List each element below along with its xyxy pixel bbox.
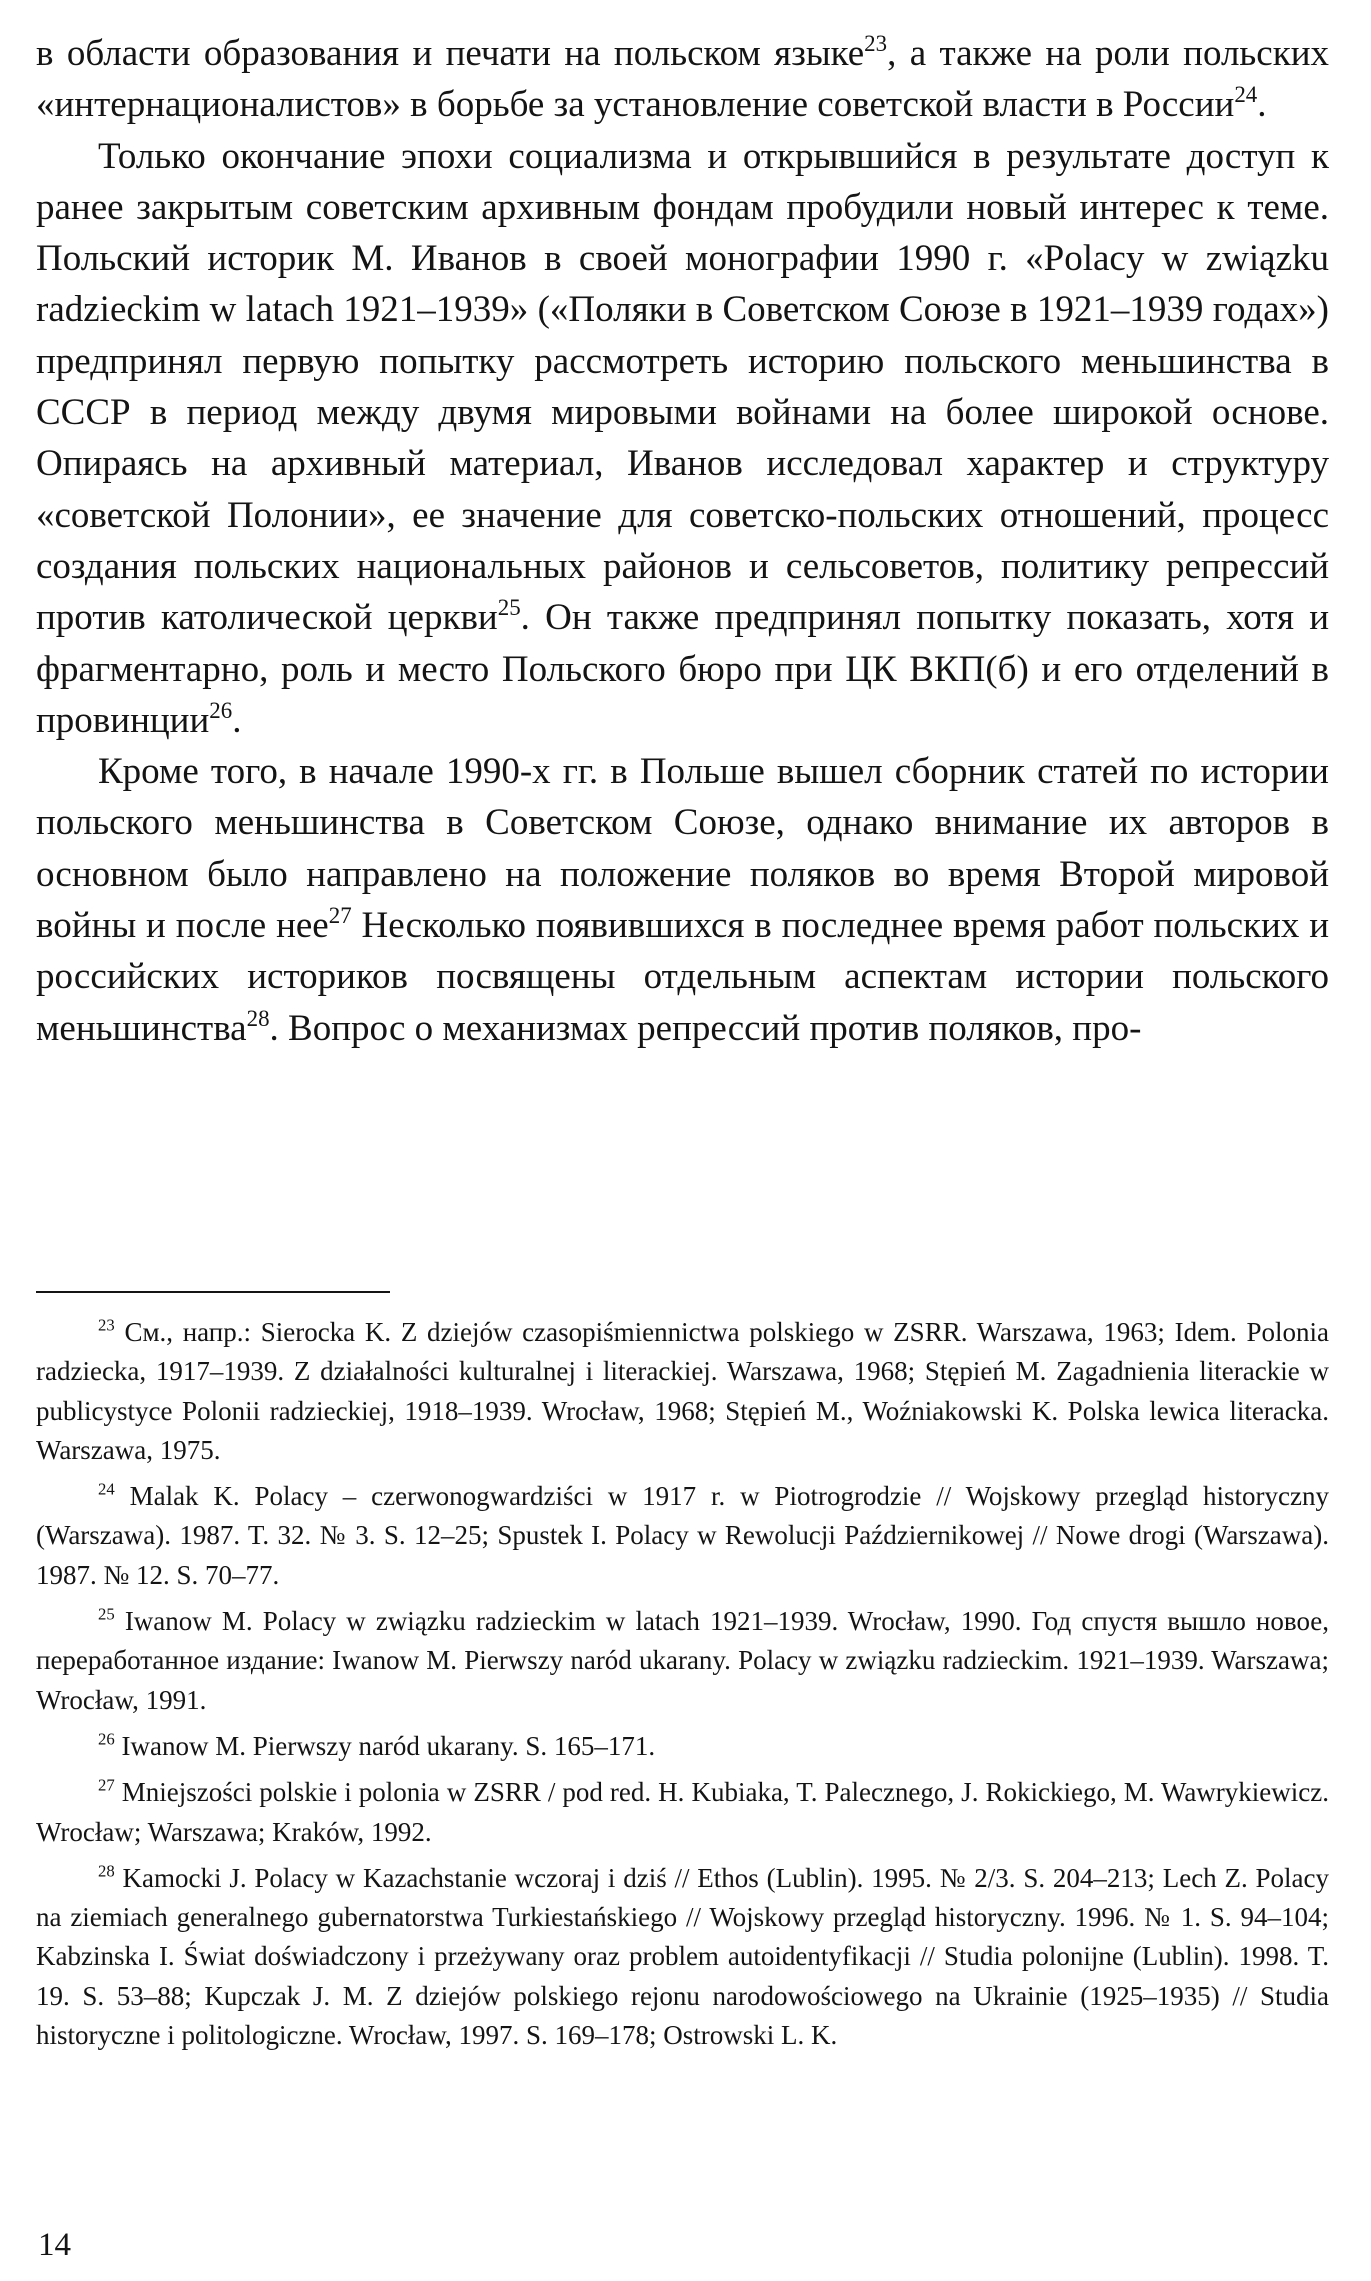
text-run: Кроме того, в начале 1990-х гг. в Польше вышел сборник статей по истории польского меньшинства в Советском Союзе, однако внимание их авторов в основном было направлено на положение поляков во время Второй мировой войны и после нее [36, 751, 1329, 947]
text-run: Только окончание эпохи социализма и открывшийся в результате доступ к ранее закрытым советским архивным фондам пробудили новый интерес к теме. Польский историк М. Иванов в своей монографии 1990 г. «Polacy w związku radzieckim w latach 1921–1939» («Поляки в Советском Союзе в 1921–1939 годах») предпринял первую попытку рассмотреть историю польского меньшинства в СССР в период между двумя мировыми войнами на более широкой основе. Опираясь на архивный материал, Иванов исследовал характер и структуру «советской Полонии», ее значение для советско-польских отношений, процесс создания польских национальных районов и сельсоветов, политику репрессий против католической церкви [36, 135, 1329, 639]
text-run: , а также на роли польских «интернационалистов» в борьбе за установление советской власти в России [36, 33, 1329, 126]
main-text [36, 28, 1329, 1054]
footnote-number: 23 [98, 1315, 115, 1335]
footnotes [36, 1313, 1329, 2062]
footnote-number: 24 [98, 1479, 115, 1499]
text-run: . [232, 699, 242, 741]
footnote-ref: 23 [864, 30, 888, 56]
footnote [36, 1727, 1329, 1766]
footnote [36, 1602, 1329, 1720]
footnote-number: 27 [98, 1775, 115, 1795]
footnote-ref: 28 [246, 1005, 270, 1031]
footnote-number: 25 [98, 1604, 115, 1624]
footnote-ref: 26 [209, 697, 233, 723]
body-paragraph [36, 28, 1329, 131]
body-paragraph [36, 746, 1329, 1054]
footnote-ref: 24 [1234, 82, 1258, 108]
footnote [36, 1773, 1329, 1852]
text-run: . [1257, 84, 1267, 126]
footnote-text: Mniejszości polskie i polonia w ZSRR / pod red. H. Kubiaka, T. Palecznego, J. Rokickiego, M. Wawrykiewicz. Wrocław; Warszawa; Kraków, 1992. [36, 1777, 1330, 1847]
footnote-ref: 27 [328, 902, 352, 928]
footnote [36, 1859, 1329, 2055]
footnote-number: 26 [98, 1729, 115, 1749]
footnote-separator [36, 1291, 390, 1293]
footnote-text: Kamocki J. Polacy w Kazachstanie wczoraj i dziś // Ethos (Lublin). 1995. № 2/3. S. 204–213; Lech Z. Polacy na ziemiach generalnego gubernatorstwa Turkiestańskiego // Wojskowy przegląd historyczny. 1996. № 1. S. 94–104; Kabzinska I. Świat doświadczony i przeżywany oraz problem autoidentyfikacji // Studia polonijne (Lublin). 1998. T. 19. S. 53–88; Kupczak J. M. Z dziejów polskiego rejonu narodowościowego na Ukrainie (1925–1935) // Studia historyczne i politologiczne. Wrocław, 1997. S. 169–178; Ostrowski L. K. [36, 1862, 1330, 2051]
footnote-text: Iwanow M. Polacy w związku radzieckim w latach 1921–1939. Wrocław, 1990. Год спустя вышло новое, переработанное издание: Iwanow M. Pierwszy naród ukarany. Polacy w związku radzieckim. 1921–1939. Warszawa; Wrocław, 1991. [36, 1606, 1330, 1715]
footnote-number: 28 [98, 1861, 115, 1881]
footnote-text: Iwanow M. Pierwszy naród ukarany. S. 165–171. [121, 1730, 656, 1761]
footnote-ref: 25 [497, 595, 521, 621]
footnote-text: Malak K. Polacy – czerwonogwardziści w 1917 r. w Piotrogrodzie // Wojskowy przegląd historyczny (Warszawa). 1987. T. 32. № 3. S. 12–25; Spustek I. Polacy w Rewolucji Październikowej // Nowe drogi (Warszawa). 1987. № 12. S. 70–77. [36, 1481, 1329, 1590]
text-run: . Вопрос о механизмах репрессий против поляков, про- [269, 1007, 1142, 1049]
footnote [36, 1477, 1329, 1595]
text-run: в области образования и печати на польском языке [36, 33, 865, 74]
text-run: . Он также предпринял попытку показать, хотя и фрагментарно, роль и место Польского бюро при ЦК ВКП(б) и его отделений в провинции [36, 597, 1329, 741]
body-paragraph [36, 131, 1329, 747]
text-run: Несколько появившихся в последнее время работ польских и российских историков посвящены отдельным аспектам истории польского меньшинства [36, 905, 1329, 1049]
footnote-text: См., напр.: Sierocka K. Z dziejów czasopiśmiennictwa polskiego w ZSRR. Warszawa, 1963; Idem. Polonia radziecka, 1917–1939. Z działalności kulturalnej i literackiej. Warszawa, 1968; Stępień M. Zagadnienia literackie w publicystyce Polonii radzieckiej, 1918–1939. Wrocław, 1968; Stępień M., Woźniakowski K. Polska lewica literacka. Warszawa, 1975. [36, 1317, 1330, 1465]
page-number: 14 [38, 2227, 71, 2263]
footnote [36, 1313, 1329, 1470]
